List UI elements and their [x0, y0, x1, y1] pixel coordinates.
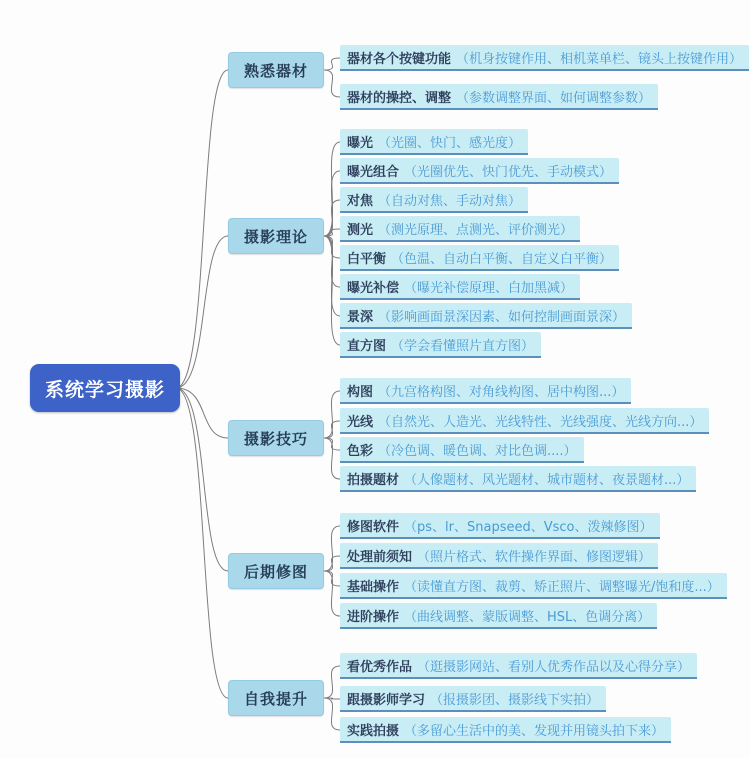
leaf-desc: （光圈、快门、感光度） [378, 135, 522, 151]
leaf-node[interactable] [340, 158, 619, 184]
leaf-title: 处理前须知 [347, 549, 413, 565]
leaf-title: 器材的操控、调整 [347, 90, 452, 106]
leaf-node[interactable] [340, 378, 631, 404]
leaf-node[interactable] [340, 717, 671, 743]
leaf-title: 器材各个按键功能 [347, 51, 452, 67]
leaf-node[interactable] [340, 187, 528, 213]
leaf-node[interactable] [340, 84, 658, 110]
leaf-desc: （曝光补偿原理、白加黑减） [404, 280, 574, 296]
branch-node[interactable] [228, 52, 324, 88]
leaf-desc: （影响画面景深因素、如何控制画面景深） [378, 309, 626, 325]
leaf-node[interactable] [340, 45, 749, 71]
leaf-title: 拍摄题材 [347, 472, 400, 488]
leaf-node[interactable] [340, 408, 709, 434]
root-node[interactable] [30, 364, 180, 412]
leaf-node[interactable] [340, 303, 632, 329]
branch-node[interactable] [228, 218, 324, 254]
leaf-title: 基础操作 [347, 579, 400, 595]
branch-label: 摄影技巧 [243, 429, 308, 448]
leaf-node[interactable] [340, 686, 606, 712]
leaf-desc: （机身按键作用、相机菜单栏、镜头上按键作用） [456, 51, 743, 67]
leaf-node[interactable] [340, 603, 657, 629]
leaf-desc: （报摄影团、摄影线下实拍） [430, 692, 600, 708]
leaf-title: 进阶操作 [347, 609, 400, 625]
leaf-title: 对焦 [347, 193, 374, 209]
leaf-title: 实践拍摄 [347, 723, 400, 739]
leaf-desc: （逛摄影网站、看别人优秀作品以及心得分享） [417, 659, 691, 675]
leaf-title: 直方图 [347, 338, 387, 354]
leaf-node[interactable] [340, 466, 696, 492]
root-label: 系统学习摄影 [44, 378, 165, 401]
leaf-title: 测光 [347, 222, 374, 238]
branch-label: 熟悉器材 [243, 61, 308, 80]
leaf-desc: （九宫格构图、对角线构图、居中构图...） [378, 384, 625, 400]
leaf-node[interactable] [340, 216, 580, 242]
branch-label: 后期修图 [243, 562, 308, 581]
leaf-desc: （多留心生活中的美、发现并用镜头拍下来） [404, 723, 665, 739]
leaf-desc: （ps、lr、Snapseed、Vsco、泼辣修图） [404, 519, 653, 535]
branch-node[interactable] [228, 680, 324, 716]
leaf-node[interactable] [340, 437, 584, 463]
leaf-node[interactable] [340, 653, 697, 679]
leaf-desc: （色温、自动白平衡、自定义白平衡） [391, 251, 613, 267]
leaf-title: 曝光补偿 [347, 280, 400, 296]
leaf-node[interactable] [340, 129, 528, 155]
leaf-desc: （学会看懂照片直方图） [391, 338, 535, 354]
leaf-desc: （冷色调、暖色调、对比色调....） [378, 443, 577, 459]
leaf-desc: （光圈优先、快门优先、手动模式） [404, 164, 613, 180]
leaf-desc: （自然光、人造光、光线特性、光线强度、光线方向...） [378, 414, 703, 430]
leaf-title: 色彩 [347, 443, 374, 459]
leaf-title: 曝光组合 [347, 164, 400, 180]
leaf-title: 曝光 [347, 135, 374, 151]
leaf-title: 跟摄影师学习 [347, 692, 426, 708]
branch-label: 自我提升 [243, 689, 308, 708]
leaf-desc: （曲线调整、蒙版调整、HSL、色调分离） [404, 609, 651, 625]
leaf-desc: （参数调整界面、如何调整参数） [456, 90, 652, 106]
leaf-desc: （自动对焦、手动对焦） [378, 193, 522, 209]
leaf-node[interactable] [340, 543, 658, 569]
leaf-desc: （人像题材、风光题材、城市题材、夜景题材...） [404, 472, 690, 488]
leaf-desc: （照片格式、软件操作界面、修图逻辑） [417, 549, 652, 565]
leaf-node[interactable] [340, 513, 660, 539]
leaf-desc: （测光原理、点测光、评价测光） [378, 222, 574, 238]
branch-node[interactable] [228, 420, 324, 456]
branch-label: 摄影理论 [243, 227, 308, 246]
leaf-title: 看优秀作品 [347, 659, 413, 675]
leaf-node[interactable] [340, 332, 541, 358]
leaf-node[interactable] [340, 245, 619, 271]
leaf-desc: （读懂直方图、裁剪、矫正照片、调整曝光/饱和度...） [404, 579, 720, 595]
leaf-title: 光线 [347, 414, 374, 430]
leaf-title: 白平衡 [347, 251, 387, 267]
leaf-node[interactable] [340, 274, 580, 300]
branch-node[interactable] [228, 553, 324, 589]
leaf-title: 构图 [347, 384, 374, 400]
leaf-node[interactable] [340, 573, 727, 599]
leaf-title: 景深 [347, 309, 374, 325]
leaf-title: 修图软件 [347, 519, 400, 535]
